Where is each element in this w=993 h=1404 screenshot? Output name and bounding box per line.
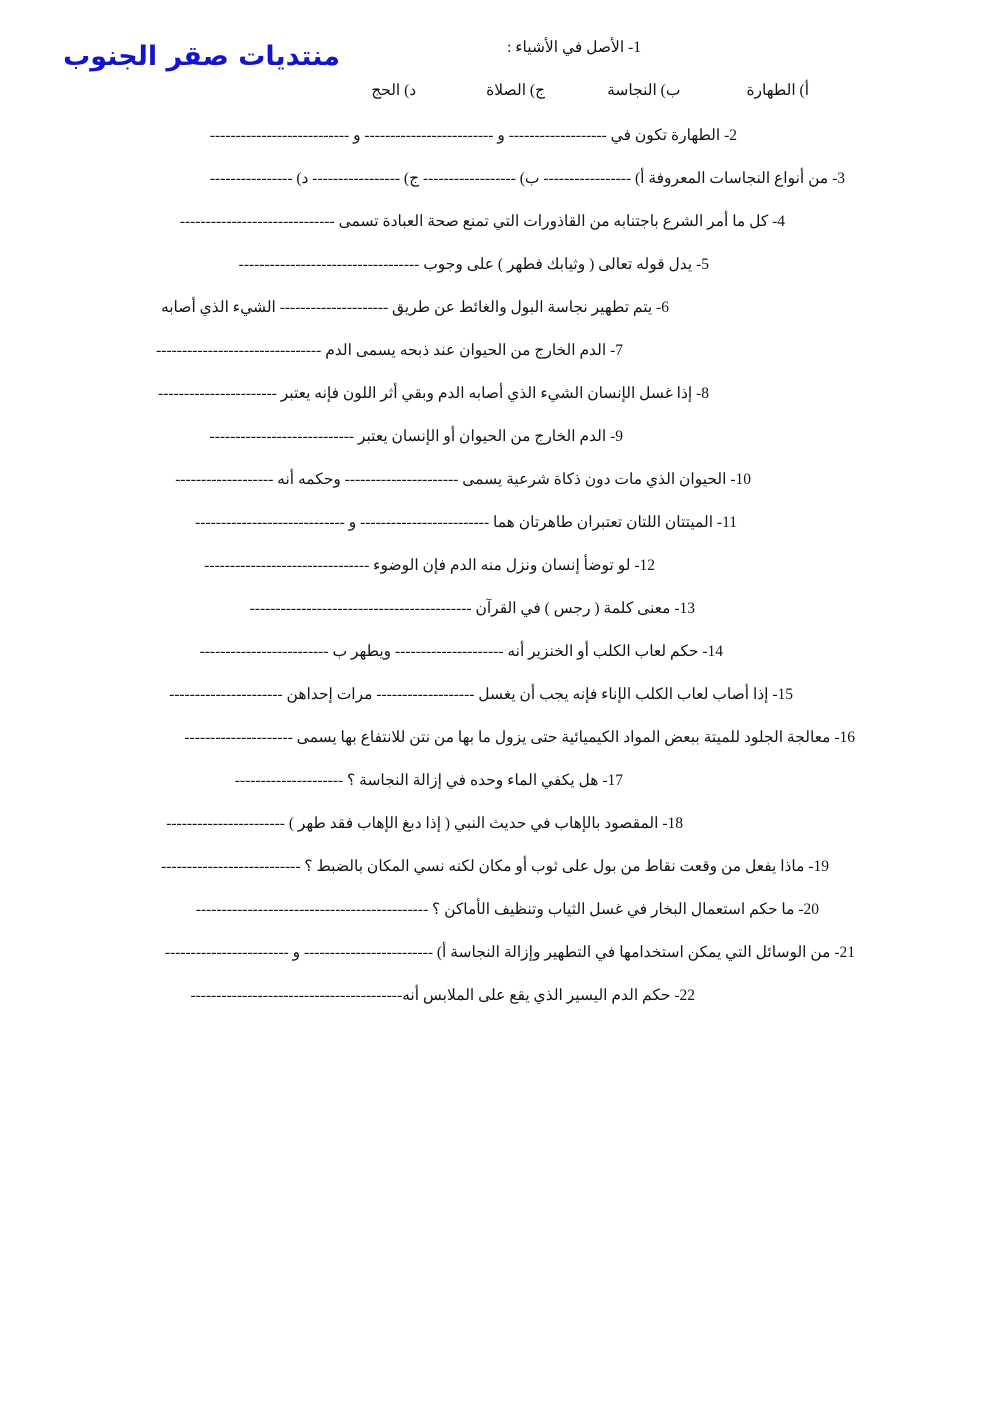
question-line-2: 2- الطهارة تكون في ------------------- و ------------------------- و ---------------------------	[209, 127, 737, 144]
question-line-11: 11- الميتتان اللتان تعتبران طاهرتان هما ------------------------- و -----------------------------	[195, 514, 737, 531]
question-line-5: 5- يدل قوله تعالى ( وثيابك فطهر ) على وجوب -----------------------------------	[238, 256, 709, 273]
question-line-22: 22- حكم الدم اليسير الذي يقع على الملابس أنه-----------------------------------------	[190, 987, 695, 1004]
question-line-19: 19- ماذا يفعل من وقعت نقاط من بول على ثوب أو مكان لكنه نسي المكان بالضبط ؟ ---------------------------	[161, 858, 829, 875]
question-line-10: 10- الحيوان الذي مات دون ذكاة شرعية يسمى ---------------------- وحكمه أنه -------------------	[175, 471, 751, 488]
question-line-15: 15- إذا أصاب لعاب الكلب الإناء فإنه يجب أن يغسل ------------------- مرات إحداهن ----------------------	[169, 686, 793, 703]
question-line-14: 14- حكم لعاب الكلب أو الخنزير أنه --------------------- ويطهر ب -------------------------	[199, 643, 723, 660]
question-line-6: 6- يتم تطهير نجاسة البول والغائط عن طريق --------------------- الشيء الذي أصابه	[160, 299, 669, 316]
question-line-7: 7- الدم الخارج من الحيوان عند ذبحه يسمى الدم --------------------------------	[156, 342, 623, 359]
option-b[interactable]: ب) النجاسة	[607, 82, 681, 99]
question-line-13: 13- معنى كلمة ( رجس ) في القرآن -------------------------------------------	[249, 600, 695, 617]
question-1-options	[138, 68, 855, 114]
option-c[interactable]: ج) الصلاة	[486, 82, 546, 99]
option-d[interactable]: د) الحج	[371, 82, 417, 99]
question-line-8: 8- إذا غسل الإنسان الشيء الذي أصابه الدم وبقي أثر اللون فإنه يعتبر -----------------------	[158, 385, 709, 402]
question-line-12: 12- لو توضأ إنسان ونزل منه الدم فإن الوضوء --------------------------------	[204, 557, 655, 574]
question-line-16: 16- معالجة الجلود للميتة ببعض المواد الكيميائية حتى يزول ما بها من نتن للانتفاع بها يسمى ---------------------	[184, 729, 855, 746]
option-a[interactable]: أ) الطهارة	[746, 82, 809, 99]
question-line-21: 21- من الوسائل التي يمكن استخدامها في التطهير وإزالة النجاسة أ) ------------------------- و ------------------------	[164, 944, 855, 961]
question-line-4: 4- كل ما أمر الشرع باجتنابه من القاذورات التي تمنع صحة العبادة تسمى ------------------------------	[179, 213, 785, 230]
question-line-3: 3- من أنواع النجاسات المعروفة أ) ----------------- ب) ------------------ ج) ----------------- د) ----------------	[209, 170, 845, 187]
question-line-1: 1- الأصل في الأشياء :	[507, 39, 641, 56]
question-line-17: 17- هل يكفي الماء وحده في إزالة النجاسة ؟ ---------------------	[234, 772, 623, 789]
question-line-18: 18- المقصود بالإهاب في حديث النبي ( إذا دبغ الإهاب فقد طهر ) -----------------------	[166, 815, 683, 832]
question-sheet	[138, 28, 855, 1017]
question-line-9: 9- الدم الخارج من الحيوان أو الإنسان يعتبر ----------------------------	[209, 428, 623, 445]
question-line-20: 20- ما حكم استعمال البخار في غسل الثياب وتنظيف الأماكن ؟ ---------------------------------------------	[195, 901, 819, 918]
forum-watermark: منتديات صقر الجنوب	[63, 41, 340, 72]
